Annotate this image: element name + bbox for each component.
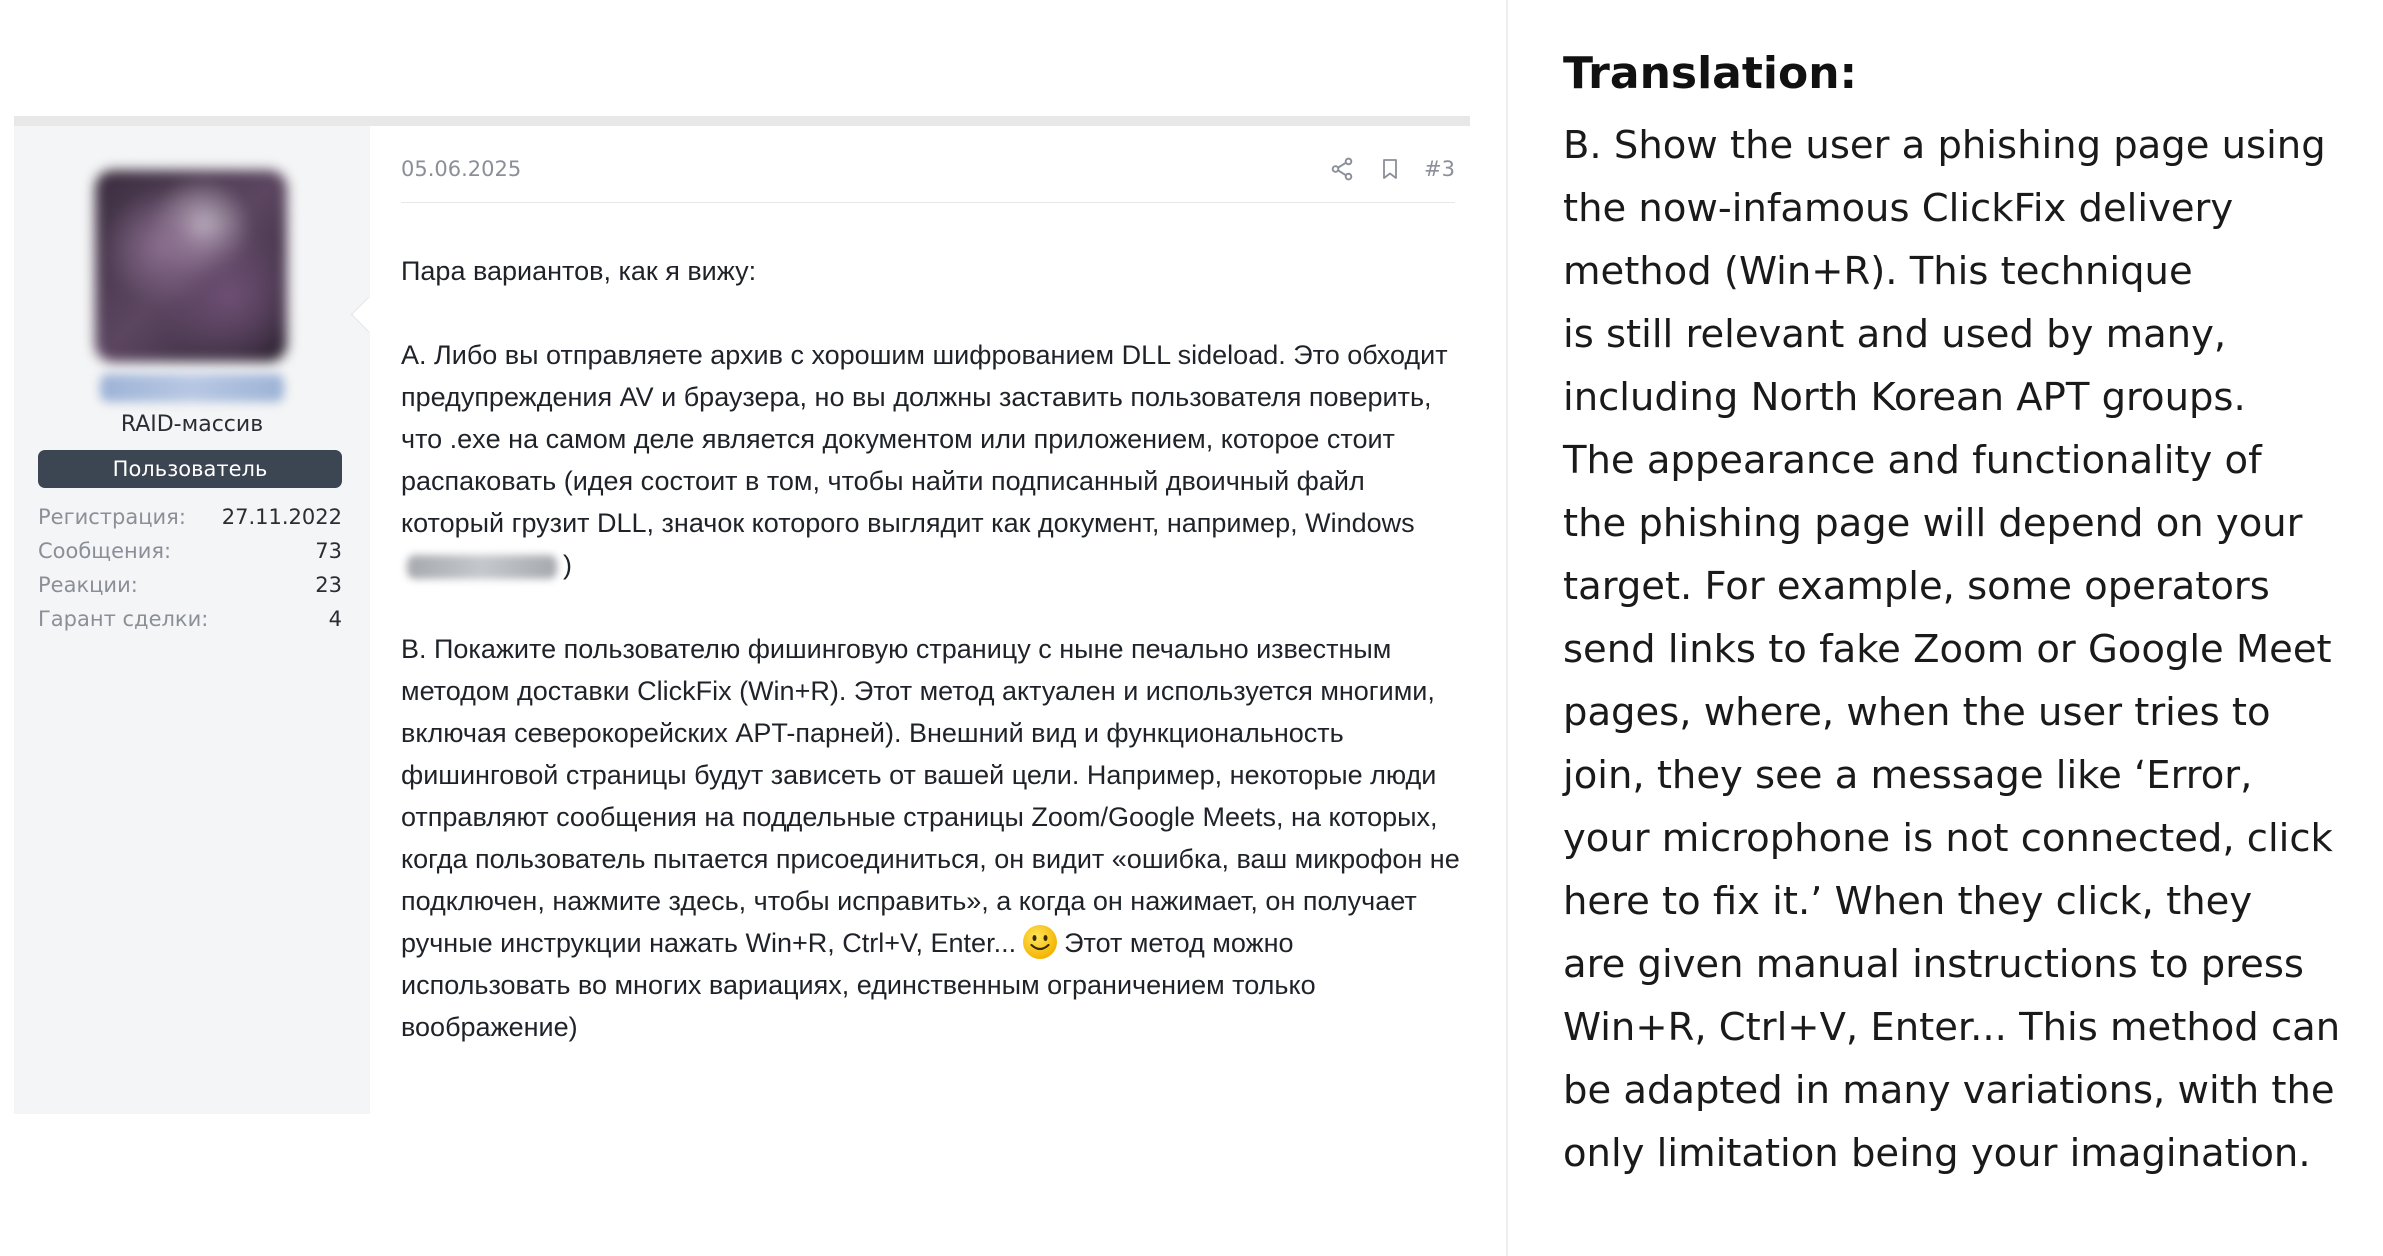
stat-value[interactable]: 73 <box>315 539 342 563</box>
stat-label: Сообщения: <box>38 539 172 563</box>
user-stats <box>38 500 342 636</box>
post-header <box>401 152 1455 203</box>
translation-title: Translation: <box>1563 48 1858 99</box>
stat-row-escrow <box>38 602 342 636</box>
stat-row-reactions <box>38 568 342 602</box>
translation-line: join, they see a message like ‘Error, <box>1563 753 2253 798</box>
translation-line: is still relevant and used by many, <box>1563 312 2227 357</box>
option-b-text: B. Покажите пользователю фишинговую страницу с ныне печально известным методом доставки ClickFix (Win+R). Этот метод актуален и используется многими, включая северокорейских APT-парней). Внешний вид и функциональность фишинговой страницы будут зависеть от вашей цели. Например, некоторые люди отправляют сообщения на поддельные страницы Zoom/Google Meets, на которых, когда пользователь пытается присоединиться, он видит «ошибка, ваш микрофон не подключен, нажмите здесь, чтобы исправить», а когда он нажимает, он получает ручные инструкции нажать Win+R, Ctrl+V, Enter... <box>401 634 1460 958</box>
forum-post-screenshot <box>14 116 1470 1114</box>
share-icon[interactable] <box>1328 155 1356 183</box>
translation-line: including North Korean APT groups. <box>1563 375 2246 420</box>
translation-panel <box>1563 40 2363 1185</box>
translation-line: the phishing page will depend on your <box>1563 501 2303 546</box>
translation-line: target. For example, some operators <box>1563 564 2270 609</box>
stat-label: Регистрация: <box>38 505 186 529</box>
username-blurred[interactable] <box>100 374 284 402</box>
option-b-end: Этот метод можно использовать во многих вариациях, единственным ограничением только воображение) <box>401 928 1316 1042</box>
translation-line: your microphone is not connected, click <box>1563 816 2333 861</box>
translation-line: the now-infamous ClickFix delivery <box>1563 186 2234 231</box>
post-body <box>401 250 1461 1090</box>
stat-value: 4 <box>328 607 342 631</box>
post-content <box>370 126 1470 1114</box>
translation-line: pages, where, when the user tries to <box>1563 690 2271 735</box>
post-number-link[interactable]: #3 <box>1424 157 1455 181</box>
stat-value: 27.11.2022 <box>221 505 342 529</box>
translation-text <box>1563 114 2363 1185</box>
user-info-panel <box>14 126 371 1114</box>
translation-line: The appearance and functionality of <box>1563 438 2262 483</box>
user-group-badge: Пользователь <box>38 450 342 488</box>
option-a-end: ) <box>563 550 572 580</box>
post-option-b <box>401 628 1461 1048</box>
bookmark-icon[interactable] <box>1376 155 1404 183</box>
stat-row-messages <box>38 534 342 568</box>
stat-label: Реакции: <box>38 573 138 597</box>
translation-line: send links to fake Zoom or Google Meet <box>1563 627 2332 672</box>
blurred-filename <box>407 555 557 579</box>
forum-top-bar <box>14 116 1470 126</box>
avatar[interactable] <box>95 170 287 362</box>
post-actions <box>1328 152 1455 186</box>
stat-row-registration <box>38 500 342 534</box>
vertical-divider <box>1506 0 1508 1256</box>
smiley-emoji-icon <box>1022 924 1058 960</box>
user-title: RAID-массив <box>120 412 264 437</box>
option-a-text: А. Либо вы отправляете архив с хорошим шифрованием DLL sideload. Это обходит предупреждения AV и браузера, но вы должны заставить пользователя поверить, что .exe на самом деле является документом или приложением, которое стоит распаковать (идея состоит в том, чтобы найти подписанный двоичный файл который грузит DLL, значок которого выглядит как документ, например, Windows <box>401 340 1448 538</box>
translation-line: only limitation being your imagination. <box>1563 1131 2311 1176</box>
post-option-a <box>401 334 1461 586</box>
translation-line: method (Win+R). This technique <box>1563 249 2193 294</box>
translation-line: Win+R, Ctrl+V, Enter... This method can <box>1563 1005 2341 1050</box>
translation-line: are given manual instructions to press <box>1563 942 2304 987</box>
translation-line: here to fix it.’ When they click, they <box>1563 879 2253 924</box>
stat-label: Гарант сделки: <box>38 607 209 631</box>
translation-line: B. Show the user a phishing page using <box>1563 123 2326 168</box>
stat-value: 23 <box>315 573 342 597</box>
post-intro: Пара вариантов, как я вижу: <box>401 256 757 286</box>
translation-line: be adapted in many variations, with the <box>1563 1068 2335 1113</box>
post-date[interactable]: 05.06.2025 <box>401 157 522 181</box>
